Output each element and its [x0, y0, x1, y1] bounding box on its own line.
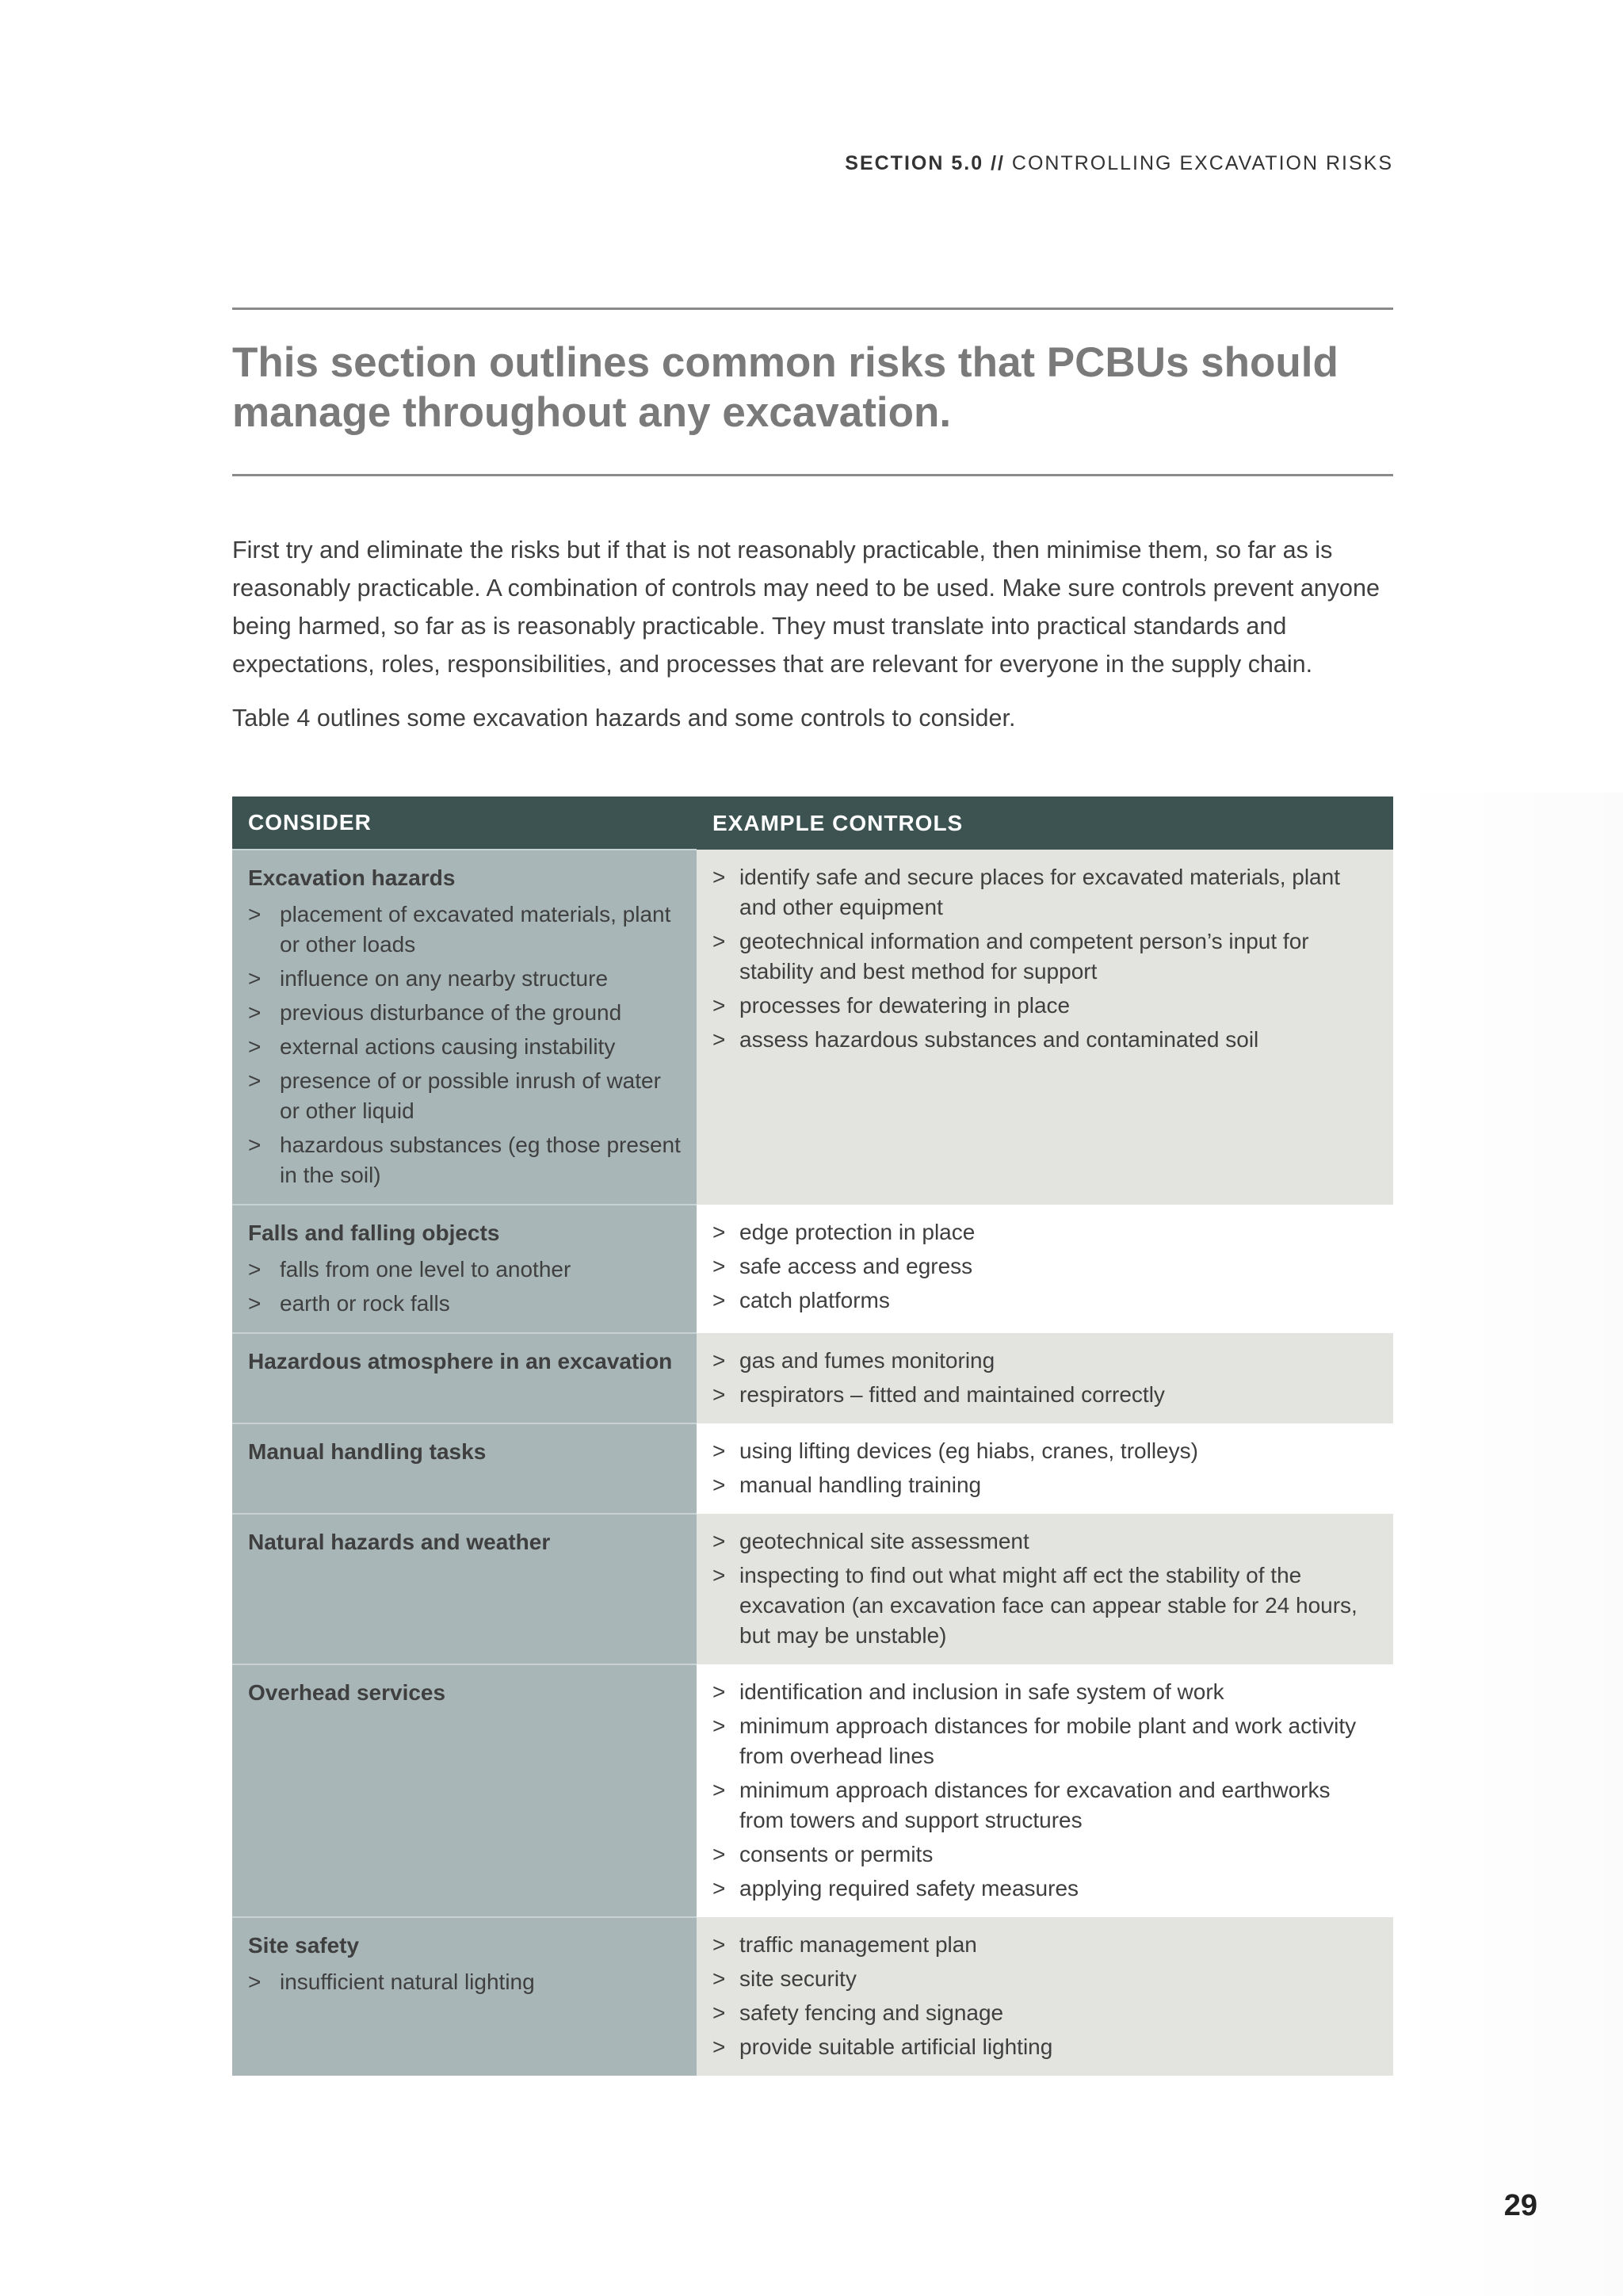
hazard-item-text: falls from one level to another: [280, 1257, 571, 1282]
table-row: [232, 1514, 1393, 1664]
control-item-text: traffic management plan: [739, 1932, 977, 1957]
bullet-marker: >: [712, 929, 726, 953]
list-item: [712, 1775, 1377, 1836]
intro-text: [232, 531, 1393, 737]
bullet-marker: >: [712, 1876, 726, 1901]
table-row: [232, 1917, 1393, 2076]
intro-paragraph: First try and eliminate the risks but if that is not reasonably practicable, then minimise them, so far as is reasonably practicable. A combination of controls may need to be used. Make sure controls prevent anyone being harmed, so far as is reasonably practicable. They must translate into practical standards and expectations, roles, responsibilities, and processes that are relevant for everyone in the supply chain.: [232, 537, 1380, 678]
controls-cell: [697, 1664, 1393, 1917]
consider-cell: [232, 1205, 697, 1333]
consider-cell: [232, 1423, 697, 1514]
hazard-category: Falls and falling objects: [248, 1221, 500, 1245]
hazard-item-text: placement of excavated materials, plant or other loads: [280, 902, 671, 957]
bullet-marker: >: [712, 1679, 726, 1704]
list-item: [712, 2032, 1377, 2062]
list-item: [712, 1711, 1377, 1771]
control-item-text: geotechnical information and competent person’s input for stability and best method for support: [739, 929, 1309, 984]
controls-list: [712, 1930, 1377, 2062]
list-item: [248, 1967, 681, 1997]
controls-cell: [697, 1917, 1393, 2076]
bullet-marker: >: [712, 1473, 726, 1497]
list-item: [248, 1032, 681, 1062]
controls-cell: [697, 1423, 1393, 1514]
list-item: [248, 1066, 681, 1126]
page-edge-shade: [1393, 793, 1623, 2296]
list-item: [712, 1470, 1377, 1500]
consider-cell: [232, 1514, 697, 1664]
table-row: [232, 1205, 1393, 1333]
list-item: [712, 926, 1377, 987]
consider-cell: [232, 1917, 697, 2076]
bullet-marker: >: [712, 1529, 726, 1553]
control-item-text: site security: [739, 1966, 857, 1991]
list-item: [248, 1130, 681, 1190]
control-item-text: identification and inclusion in safe system of work: [739, 1679, 1224, 1704]
bullet-marker: >: [248, 1000, 262, 1025]
controls-list: [712, 1346, 1377, 1410]
hazard-category: Hazardous atmosphere in an excavation: [248, 1349, 673, 1373]
control-item-text: consents or permits: [739, 1842, 934, 1866]
list-item: [248, 1255, 681, 1285]
list-item: [712, 1526, 1377, 1557]
control-item-text: gas and fumes monitoring: [739, 1348, 995, 1373]
hazard-item-text: previous disturbance of the ground: [280, 1000, 622, 1025]
bullet-marker: >: [712, 1563, 726, 1587]
bullet-marker: >: [712, 1932, 726, 1957]
hazard-item-text: earth or rock falls: [280, 1291, 450, 1316]
section-number: SECTION 5.0: [845, 152, 984, 174]
control-item-text: identify safe and secure places for excavated materials, plant and other equipment: [739, 865, 1340, 919]
hazard-item-text: influence on any nearby structure: [280, 966, 609, 991]
header-separator: //: [991, 152, 1005, 174]
table-row: [232, 850, 1393, 1205]
list-item: [712, 1025, 1377, 1055]
header-consider: CONSIDER: [232, 797, 697, 850]
bullet-marker: >: [712, 1842, 726, 1866]
table-row: [232, 1664, 1393, 1917]
controls-cell: [697, 1205, 1393, 1333]
hazard-item-text: hazardous substances (eg those present in the soil): [280, 1133, 681, 1187]
controls-cell: [697, 1333, 1393, 1423]
consider-cell: [232, 1664, 697, 1917]
table-header-row: [232, 797, 1393, 850]
list-item: [712, 1286, 1377, 1316]
consider-cell: [232, 850, 697, 1205]
controls-list: [712, 1217, 1377, 1316]
bullet-marker: >: [712, 1382, 726, 1407]
bottom-rule: [232, 474, 1393, 476]
control-item-text: provide suitable artificial lighting: [739, 2034, 1053, 2059]
hazard-category: Site safety: [248, 1933, 360, 1958]
list-item: [712, 1677, 1377, 1707]
list-item: [712, 1839, 1377, 1870]
bullet-marker: >: [712, 1027, 726, 1052]
list-item: [712, 1217, 1377, 1247]
list-item: [712, 1998, 1377, 2028]
list-item: [712, 1964, 1377, 1994]
header-example-controls: EXAMPLE CONTROLS: [697, 797, 1393, 850]
hazard-item-text: external actions causing instability: [280, 1034, 616, 1059]
bullet-marker: >: [248, 1257, 262, 1282]
list-item: [712, 1380, 1377, 1410]
controls-list: [712, 1436, 1377, 1500]
section-title: CONTROLLING EXCAVATION RISKS: [1011, 152, 1393, 174]
bullet-marker: >: [712, 1778, 726, 1802]
bullet-marker: >: [248, 1291, 262, 1316]
control-item-text: geotechnical site assessment: [739, 1529, 1029, 1553]
control-item-text: minimum approach distances for mobile plant and work activity from overhead lines: [739, 1713, 1357, 1768]
bullet-marker: >: [248, 1034, 262, 1059]
consider-cell: [232, 1333, 697, 1423]
list-item: [248, 998, 681, 1028]
bullet-marker: >: [712, 1713, 726, 1738]
table-intro: Table 4 outlines some excavation hazards and some controls to consider.: [232, 705, 1016, 732]
lead-statement: This section outlines common risks that PCBUs should manage throughout any excavation.: [232, 339, 1338, 436]
table-body: [232, 850, 1393, 2076]
bullet-marker: >: [712, 1220, 726, 1244]
list-item: [248, 1289, 681, 1319]
control-item-text: minimum approach distances for excavation and earthworks from towers and support structures: [739, 1778, 1331, 1832]
hazard-category: Natural hazards and weather: [248, 1530, 551, 1554]
list-item: [248, 964, 681, 994]
list-item: [712, 1930, 1377, 1960]
controls-list: [712, 1526, 1377, 1651]
list-item: [712, 862, 1377, 923]
controls-cell: [697, 1514, 1393, 1664]
control-item-text: using lifting devices (eg hiabs, cranes, trolleys): [739, 1438, 1198, 1463]
control-item-text: manual handling training: [739, 1473, 982, 1497]
list-item: [712, 1561, 1377, 1651]
list-item: [712, 1436, 1377, 1466]
list-item: [712, 1251, 1377, 1282]
bullet-marker: >: [712, 2000, 726, 2025]
control-item-text: edge protection in place: [739, 1220, 976, 1244]
bullet-marker: >: [712, 2034, 726, 2059]
top-rule: [232, 308, 1393, 310]
hazard-category: Manual handling tasks: [248, 1439, 487, 1464]
list-item: [712, 1874, 1377, 1904]
running-header: [845, 152, 1393, 175]
controls-list: [712, 1677, 1377, 1904]
hazard-item-text: presence of or possible inrush of water or other liquid: [280, 1068, 661, 1123]
bullet-marker: >: [712, 865, 726, 889]
hazard-list: [248, 900, 681, 1190]
hazard-item-text: insufficient natural lighting: [280, 1969, 535, 1994]
table-row: [232, 1333, 1393, 1423]
list-item: [248, 900, 681, 960]
list-item: [712, 991, 1377, 1021]
bullet-marker: >: [712, 1254, 726, 1278]
page-number: 29: [1503, 2189, 1537, 2222]
bullet-marker: >: [248, 1068, 262, 1093]
bullet-marker: >: [712, 1348, 726, 1373]
bullet-marker: >: [712, 993, 726, 1018]
control-item-text: inspecting to find out what might aff ect the stability of the excavation (an excavation face can appear stable for 24 hours, but may be unstable): [739, 1563, 1358, 1648]
control-item-text: safety fencing and signage: [739, 2000, 1004, 2025]
bullet-marker: >: [248, 1969, 262, 1994]
hazard-list: [248, 1255, 681, 1319]
control-item-text: catch platforms: [739, 1288, 890, 1312]
hazard-category: Overhead services: [248, 1680, 446, 1705]
bullet-marker: >: [248, 1133, 262, 1157]
bullet-marker: >: [248, 966, 262, 991]
bullet-marker: >: [712, 1288, 726, 1312]
control-item-text: applying required safety measures: [739, 1876, 1079, 1901]
control-item-text: processes for dewatering in place: [739, 993, 1071, 1018]
bullet-marker: >: [712, 1438, 726, 1463]
controls-list: [712, 862, 1377, 1055]
controls-cell: [697, 850, 1393, 1205]
hazard-list: [248, 1967, 681, 1997]
control-item-text: safe access and egress: [739, 1254, 973, 1278]
bullet-marker: >: [712, 1966, 726, 1991]
bullet-marker: >: [248, 902, 262, 926]
control-item-text: respirators – fitted and maintained correctly: [739, 1382, 1165, 1407]
list-item: [712, 1346, 1377, 1376]
hazard-category: Excavation hazards: [248, 865, 456, 890]
controls-table: [232, 797, 1393, 2076]
table-row: [232, 1423, 1393, 1514]
control-item-text: assess hazardous substances and contaminated soil: [739, 1027, 1259, 1052]
